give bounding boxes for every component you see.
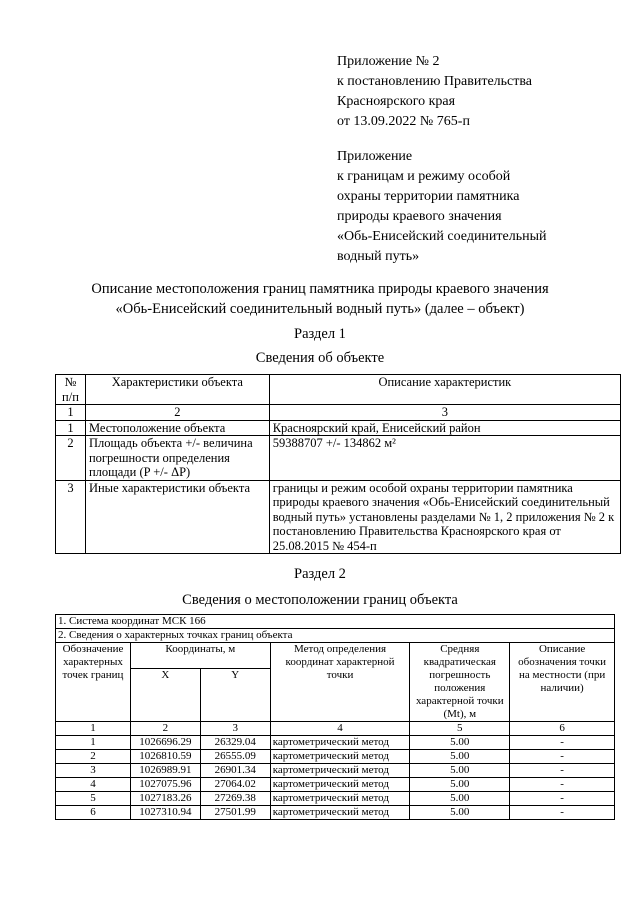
row-num: 3 bbox=[56, 480, 86, 554]
point-method: картометрический метод bbox=[270, 750, 410, 764]
point-description: - bbox=[510, 736, 615, 750]
section2-label: Раздел 2 bbox=[294, 566, 346, 582]
point-method: картометрический метод bbox=[270, 778, 410, 792]
col-number: 2 bbox=[130, 722, 200, 736]
table-row bbox=[56, 778, 615, 792]
section1-heading: Сведения об объекте bbox=[255, 350, 385, 366]
title-line-1: Описание местоположения границ памятника природы краевого значения bbox=[91, 281, 549, 297]
point-id: 4 bbox=[56, 778, 131, 792]
point-x: 1026989.91 bbox=[130, 764, 200, 778]
table-row bbox=[56, 806, 615, 820]
point-id: 1 bbox=[56, 736, 131, 750]
point-x: 1027310.94 bbox=[130, 806, 200, 820]
point-error: 5.00 bbox=[410, 736, 510, 750]
coord-system: 1. Система координат МСК 166 bbox=[56, 615, 615, 629]
point-y: 26901.34 bbox=[200, 764, 270, 778]
header-designation: Обозначение характерных точек границ bbox=[56, 643, 131, 722]
point-y: 27064.02 bbox=[200, 778, 270, 792]
row-num: 1 bbox=[56, 420, 86, 436]
point-y: 27269.38 bbox=[200, 792, 270, 806]
point-y: 26555.09 bbox=[200, 750, 270, 764]
point-error: 5.00 bbox=[410, 778, 510, 792]
object-info-table bbox=[55, 374, 621, 554]
point-error: 5.00 bbox=[410, 764, 510, 778]
row-num: 2 bbox=[56, 436, 86, 481]
points-header: 2. Сведения о характерных точках границ объекта bbox=[56, 629, 615, 643]
col-number: 1 bbox=[56, 722, 131, 736]
table-header-row bbox=[56, 643, 615, 669]
document-title bbox=[40, 279, 600, 319]
point-id: 3 bbox=[56, 764, 131, 778]
point-method: картометрический метод bbox=[270, 792, 410, 806]
header-num: № п/п bbox=[56, 375, 86, 405]
col-number: 1 bbox=[56, 405, 86, 421]
header-method: Метод определения координат характерной точки bbox=[270, 643, 410, 722]
point-x: 1027075.96 bbox=[130, 778, 200, 792]
point-method: картометрический метод bbox=[270, 764, 410, 778]
row-characteristic: Иные характеристики объекта bbox=[85, 480, 269, 554]
header-x: X bbox=[130, 669, 200, 722]
point-x: 1027183.26 bbox=[130, 792, 200, 806]
table-row bbox=[56, 420, 621, 436]
point-x: 1026810.59 bbox=[130, 750, 200, 764]
header-coords: Координаты, м bbox=[130, 643, 270, 669]
point-error: 5.00 bbox=[410, 750, 510, 764]
point-description: - bbox=[510, 778, 615, 792]
point-y: 27501.99 bbox=[200, 806, 270, 820]
column-number-row bbox=[56, 722, 615, 736]
point-method: картометрический метод bbox=[270, 806, 410, 820]
point-x: 1026696.29 bbox=[130, 736, 200, 750]
appendix-line: Красноярского края bbox=[337, 94, 456, 109]
section1-label: Раздел 1 bbox=[294, 326, 346, 342]
appendix-header bbox=[337, 52, 627, 267]
point-description: - bbox=[510, 806, 615, 820]
row-description: Красноярский край, Енисейский район bbox=[269, 420, 620, 436]
column-number-row bbox=[56, 405, 621, 421]
row-characteristic: Площадь объекта +/- величина погрешности определения площади (P +/- ΔP) bbox=[85, 436, 269, 481]
row-description: границы и режим особой охраны территории памятника природы краевого значения «Обь-Енисейский соединительный водный путь» установлены разделами № 1, 2 приложения № 2 к постановлению Правительства Красноярского края от 25.08.2015 № 454-п bbox=[269, 480, 620, 554]
table-header-row bbox=[56, 375, 621, 405]
appendix-line: Приложение № 2 bbox=[337, 54, 440, 69]
header-error: Средняя квадратическая погрешность положения характерной точки (Mt), м bbox=[410, 643, 510, 722]
section2-heading: Сведения о местоположении границ объекта bbox=[182, 592, 458, 608]
header-characteristic: Характеристики объекта bbox=[85, 375, 269, 405]
appendix2-line: охраны территории памятника bbox=[337, 189, 520, 204]
point-error: 5.00 bbox=[410, 792, 510, 806]
col-number: 6 bbox=[510, 722, 615, 736]
appendix2-line: природы краевого значения bbox=[337, 209, 502, 224]
point-description: - bbox=[510, 764, 615, 778]
table-row bbox=[56, 436, 621, 481]
header-y: Y bbox=[200, 669, 270, 722]
table-row bbox=[56, 750, 615, 764]
appendix2-line: водный путь» bbox=[337, 249, 420, 264]
table-row bbox=[56, 480, 621, 554]
row-description: 59388707 +/- 134862 м² bbox=[269, 436, 620, 481]
table-row bbox=[56, 764, 615, 778]
point-error: 5.00 bbox=[410, 806, 510, 820]
point-description: - bbox=[510, 792, 615, 806]
appendix2-line: к границам и режиму особой bbox=[337, 169, 511, 184]
col-number: 3 bbox=[269, 405, 620, 421]
table-row bbox=[56, 792, 615, 806]
col-number: 2 bbox=[85, 405, 269, 421]
boundary-points-table bbox=[55, 614, 615, 820]
point-id: 5 bbox=[56, 792, 131, 806]
header-description: Описание обозначения точки на местности (при наличии) bbox=[510, 643, 615, 722]
col-number: 5 bbox=[410, 722, 510, 736]
point-y: 26329.04 bbox=[200, 736, 270, 750]
appendix2-line: «Обь-Енисейский соединительный bbox=[337, 229, 547, 244]
appendix-line: от 13.09.2022 № 765-п bbox=[337, 114, 470, 129]
point-description: - bbox=[510, 750, 615, 764]
row-characteristic: Местоположение объекта bbox=[85, 420, 269, 436]
header-description: Описание характеристик bbox=[269, 375, 620, 405]
table-row bbox=[56, 736, 615, 750]
appendix2-line: Приложение bbox=[337, 149, 413, 164]
point-method: картометрический метод bbox=[270, 736, 410, 750]
point-id: 2 bbox=[56, 750, 131, 764]
appendix-line: к постановлению Правительства bbox=[337, 74, 533, 89]
title-line-2: «Обь-Енисейский соединительный водный путь» (далее – объект) bbox=[115, 301, 525, 317]
point-id: 6 bbox=[56, 806, 131, 820]
col-number: 4 bbox=[270, 722, 410, 736]
col-number: 3 bbox=[200, 722, 270, 736]
